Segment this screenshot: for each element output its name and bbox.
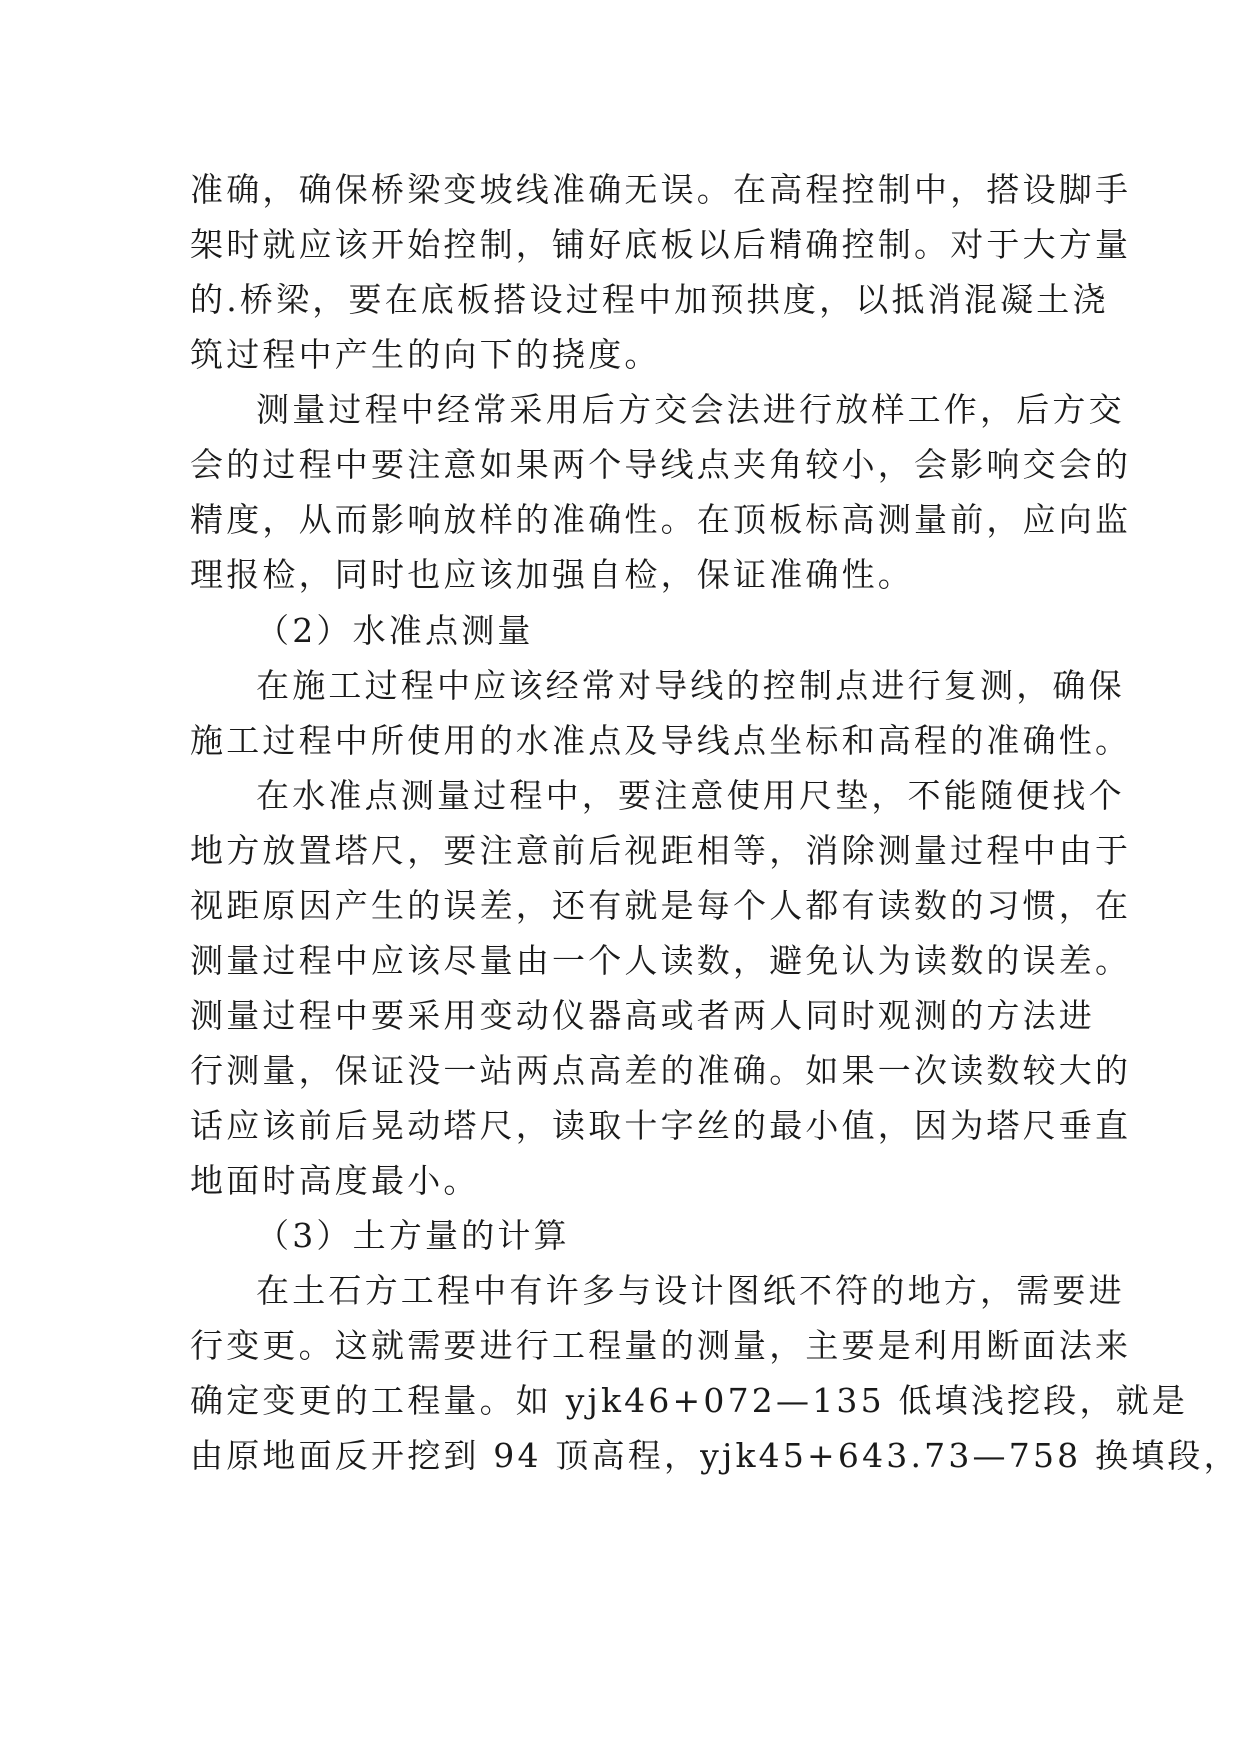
body-text-line: 施工过程中所使用的水准点及导线点坐标和高程的准确性。 — [190, 721, 1132, 760]
body-text-line: 测量过程中要采用变动仪器高或者两人同时观测的方法进 — [190, 996, 1095, 1035]
body-text-line: 会的过程中要注意如果两个导线点夹角较小，会影响交会的 — [190, 445, 1132, 484]
body-text-line: 由原地面反开挖到 94 顶高程，yjk45+643.73—758 换填段， — [190, 1436, 1240, 1475]
body-text-line: 理报检，同时也应该加强自检，保证准确性。 — [190, 555, 914, 594]
body-text-line: 地面时高度最小。 — [190, 1161, 480, 1200]
section-heading: （3）土方量的计算 — [256, 1216, 570, 1255]
body-text-line: 架时就应该开始控制，铺好底板以后精确控制。对于大方量 — [190, 225, 1132, 264]
paragraph-first-line: 在施工过程中应该经常对导线的控制点进行复测，确保 — [256, 666, 1125, 705]
body-text-line: 视距原因产生的误差，还有就是每个人都有读数的习惯，在 — [190, 886, 1132, 925]
body-text-line: 准确，确保桥梁变坡线准确无误。在高程控制中，搭设脚手 — [190, 170, 1132, 209]
body-text-line: 的.桥梁，要在底板搭设过程中加预拱度，以抵消混凝土浇 — [190, 280, 1109, 319]
paragraph-first-line: 在土石方工程中有许多与设计图纸不符的地方，需要进 — [256, 1271, 1125, 1310]
body-text-line: 地方放置塔尺，要注意前后视距相等，消除测量过程中由于 — [190, 831, 1132, 870]
body-text-line: 测量过程中应该尽量由一个人读数，避免认为读数的误差。 — [190, 941, 1132, 980]
paragraph-first-line: 测量过程中经常采用后方交会法进行放样工作，后方交 — [256, 390, 1125, 429]
paragraph-first-line: 在水准点测量过程中，要注意使用尺垫，不能随便找个 — [256, 776, 1125, 815]
body-text-line: 行测量，保证没一站两点高差的准确。如果一次读数较大的 — [190, 1051, 1132, 1090]
body-text-line: 筑过程中产生的向下的挠度。 — [190, 335, 661, 374]
body-text-line: 确定变更的工程量。如 yjk46+072—135 低填浅挖段，就是 — [190, 1381, 1189, 1420]
body-text-line: 行变更。这就需要进行工程量的测量，主要是利用断面法来 — [190, 1326, 1132, 1365]
section-heading: （2）水准点测量 — [256, 611, 534, 650]
body-text-line: 精度，从而影响放样的准确性。在顶板标高测量前，应向监 — [190, 500, 1132, 539]
body-text-line: 话应该前后晃动塔尺，读取十字丝的最小值，因为塔尺垂直 — [190, 1106, 1132, 1145]
